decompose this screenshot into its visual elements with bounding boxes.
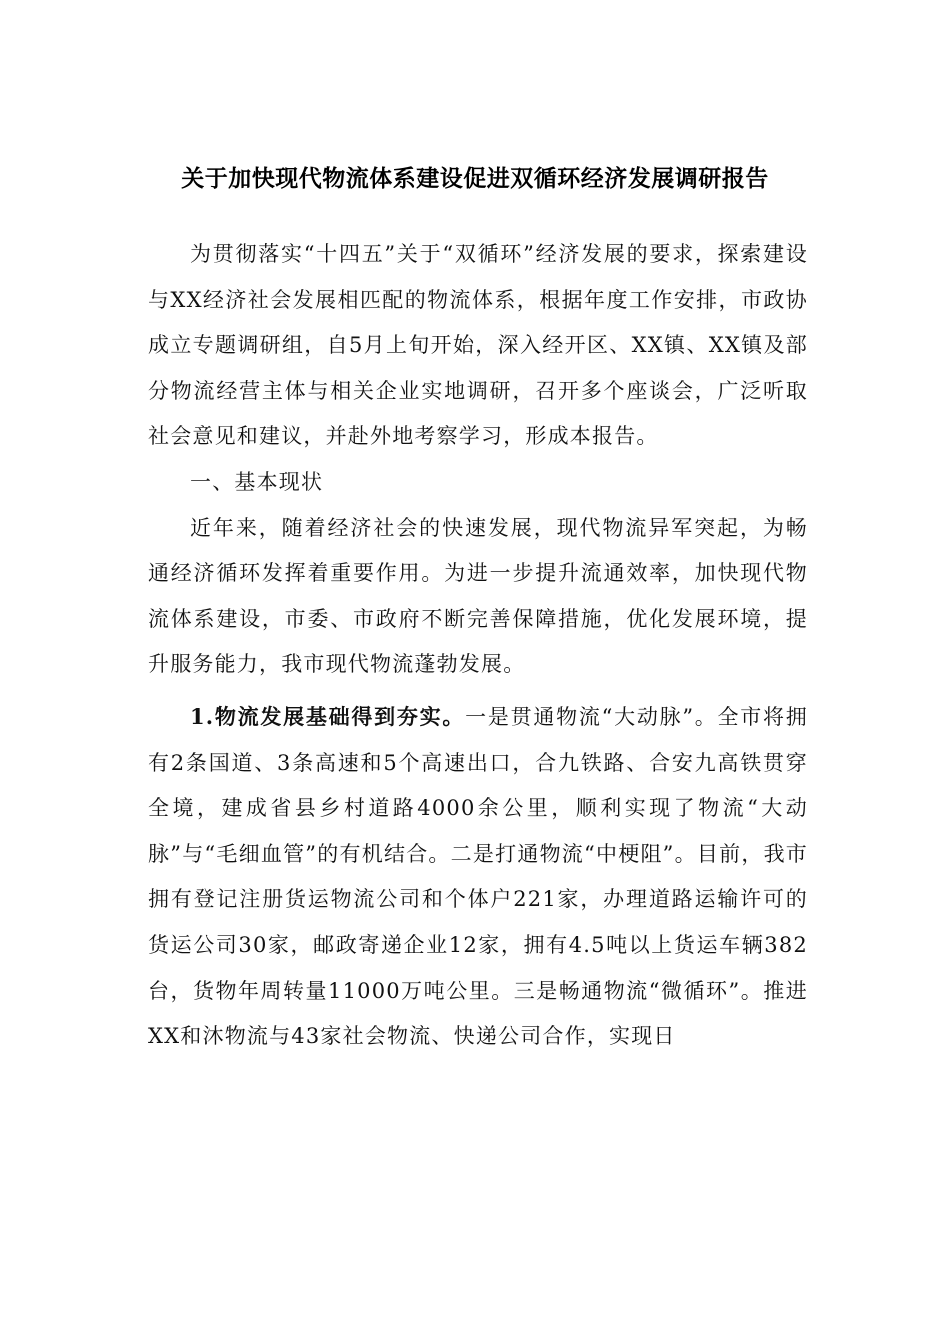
point-text: 一是贯通物流“大动脉”。全市将拥有2条国道、3条高速和5个高速出口，合九铁路、合安九高铁贯穿全境，建成省县乡村道路4000余公里，顺利实现了物流“大动脉”与“毛细血管”的有机结合。二是打通物流“中梗阻”。目前，我市拥有登记注册货运物流公司和个体户221家，办理道路运输许可的货运公司30家，邮政寄递企业12家，拥有4.5吨以上货运车辆382台，货物年周转量11000万吨公里。三是畅通物流“微循环”。推进XX和沐物流与43家社会物流、快递公司合作，实现日 — [148, 704, 809, 1049]
section-paragraph: 近年来，随着经济社会的快速发展，现代物流异军突起，为畅通经济循环发挥着重要作用。为进一步提升流通效率，加快现代物流体系建设，市委、市政府不断完善保障措施，优化发展环境，提升服务能力，我市现代物流蓬勃发展。 — [148, 515, 808, 677]
point-lead: 1.物流发展基础得到夯实。 — [190, 703, 466, 729]
document-body — [148, 232, 808, 1060]
document-title: 关于加快现代物流体系建设促进双循环经济发展调研报告 — [181, 165, 769, 192]
intro-paragraph: 为贯彻落实“十四五”关于“双循环”经济发展的要求，探索建设与XX经济社会发展相匹配的物流体系，根据年度工作安排，市政协成立专题调研组，自5月上旬开始，深入经开区、XX镇、XX镇及部分物流经营主体与相关企业实地调研，召开多个座谈会，广泛听取社会意见和建议，并赴外地考察学习，形成本报告。 — [148, 242, 808, 449]
point-paragraph — [148, 694, 808, 1060]
section-heading-basic-status: 一、基本现状 — [190, 469, 324, 494]
